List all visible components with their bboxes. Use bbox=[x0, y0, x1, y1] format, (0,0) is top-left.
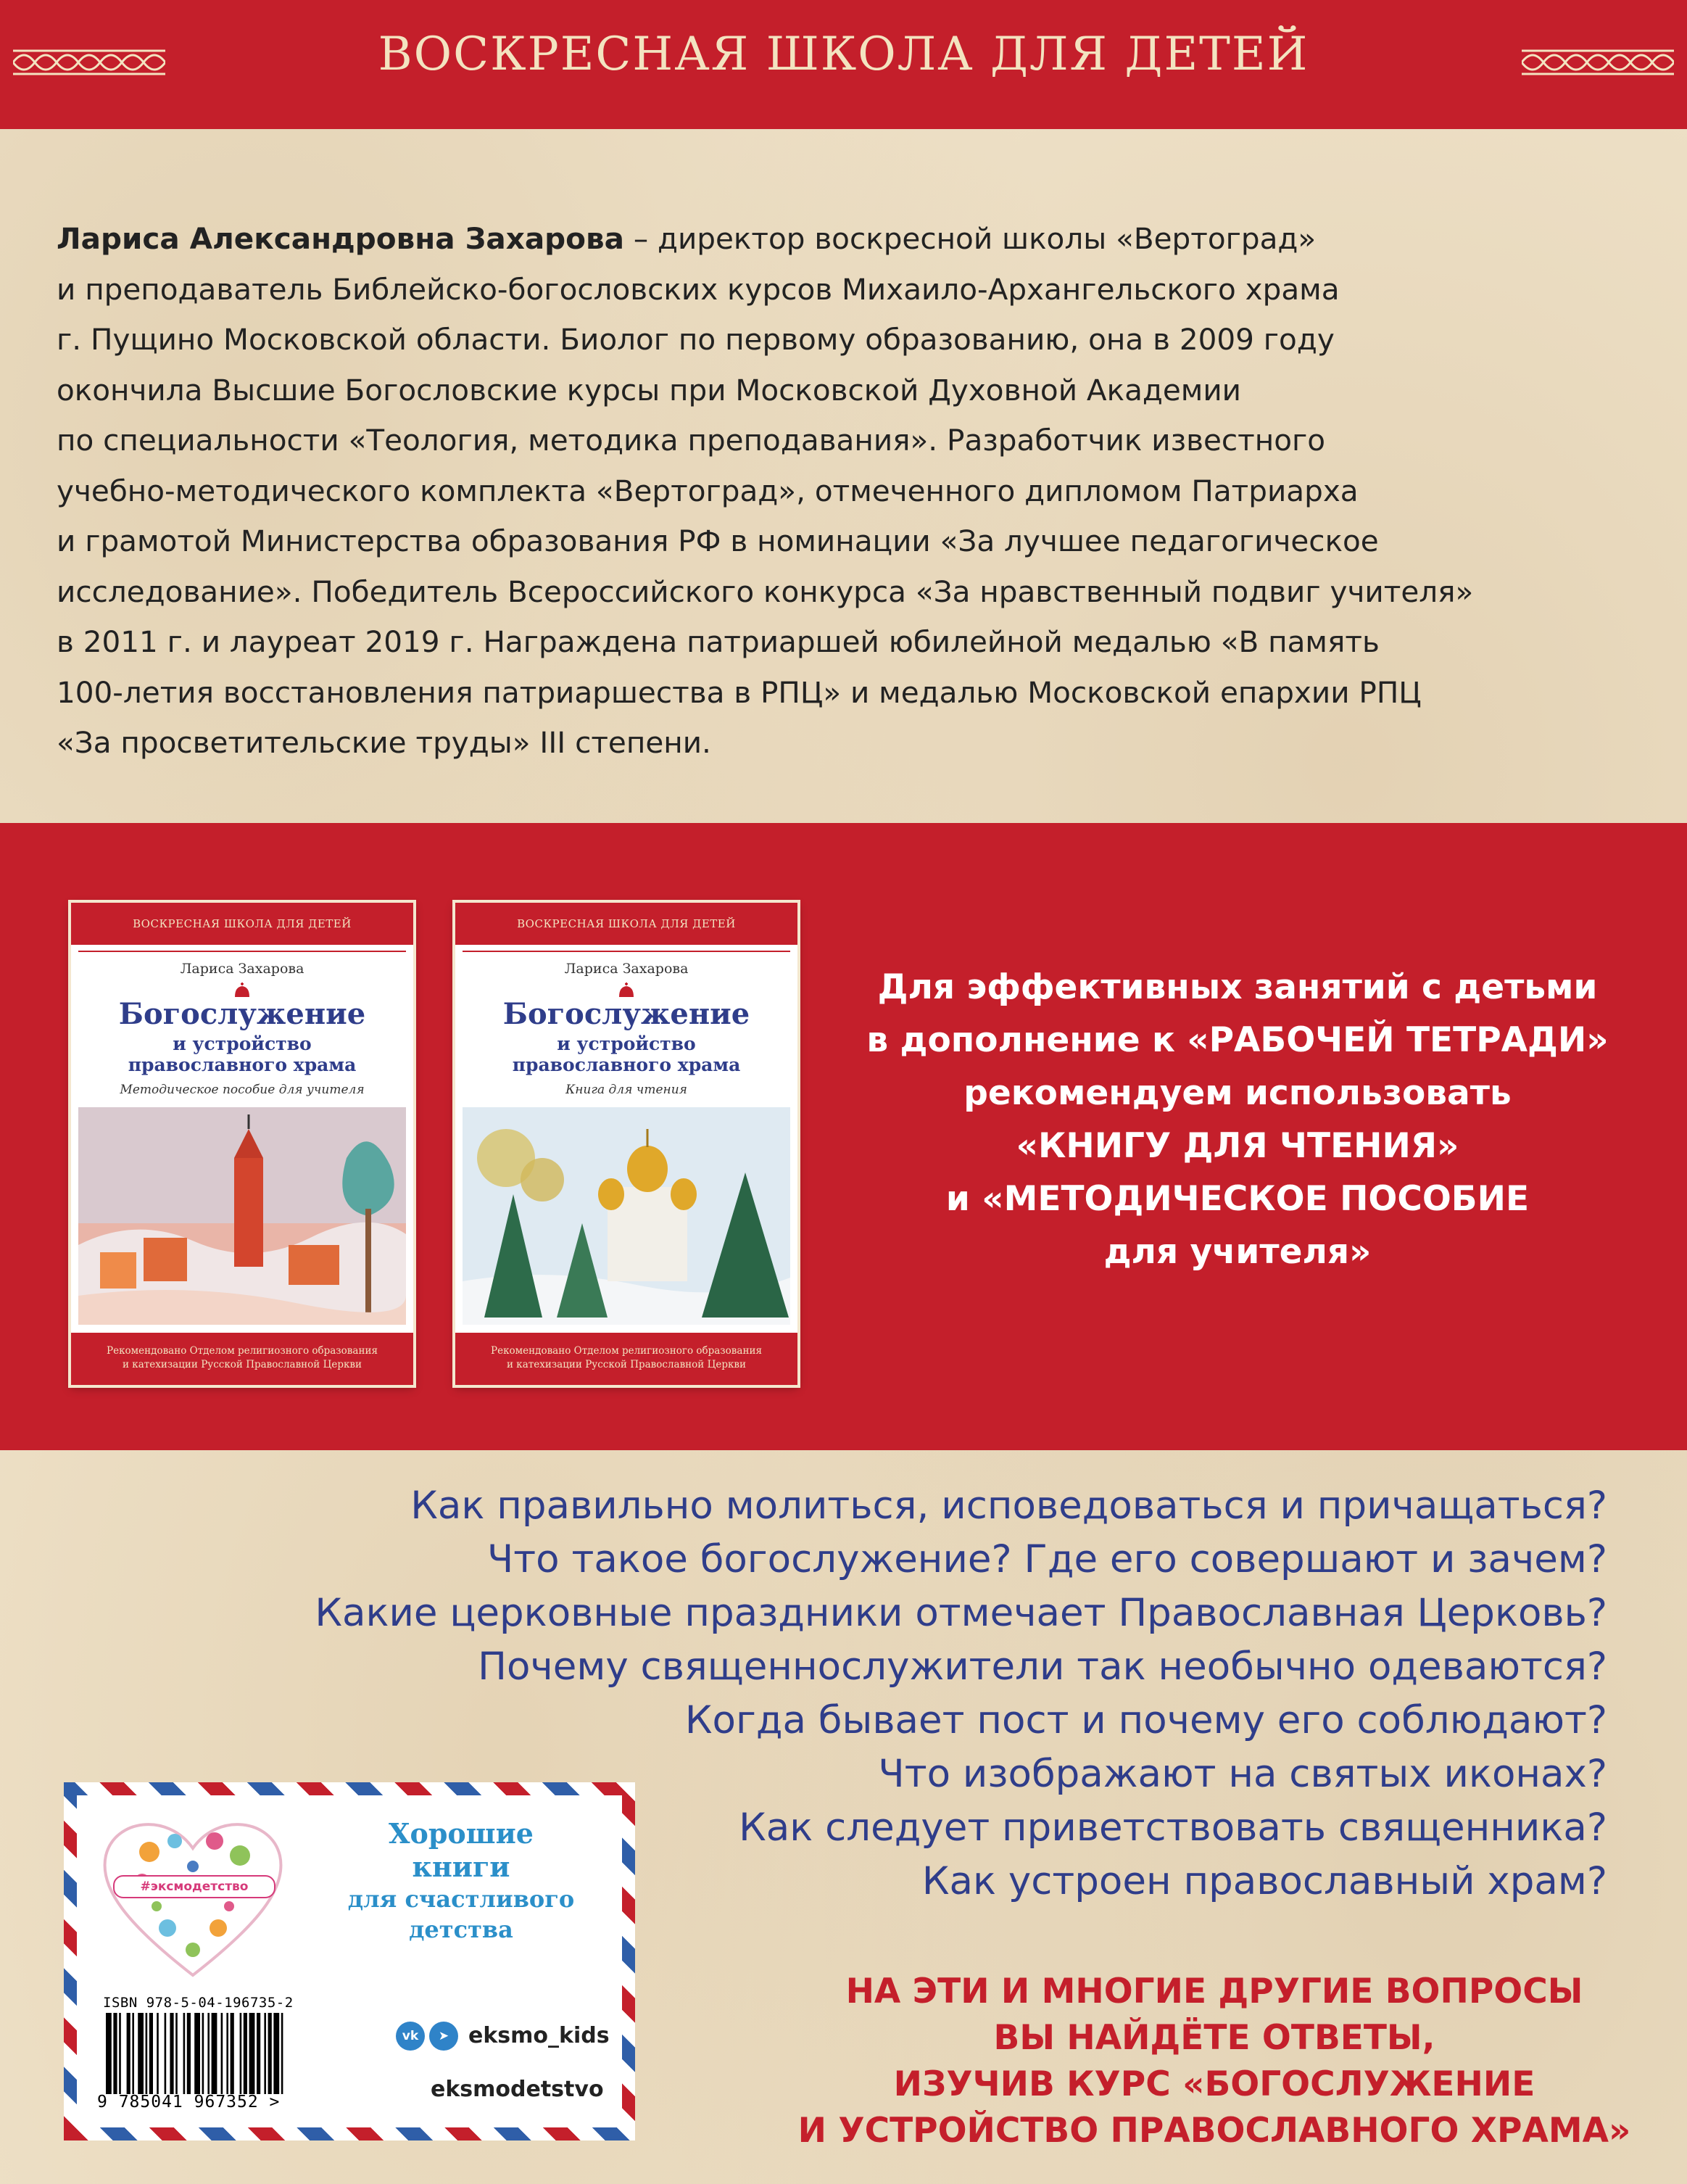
cover-painting-red-kremlin bbox=[78, 1107, 406, 1325]
author-name: Лариса Александровна Захарова bbox=[57, 221, 624, 256]
header-band bbox=[0, 0, 1687, 129]
telegram-icon: ➤ bbox=[429, 2022, 458, 2051]
barcode-bar bbox=[146, 2013, 148, 2094]
barcode bbox=[103, 2013, 378, 2094]
book-cover-teacher-guide bbox=[71, 903, 413, 1385]
book-title: Богослужение bbox=[118, 997, 366, 1031]
barcode-bar bbox=[170, 2013, 173, 2094]
book-series-label: ВОСКРЕСНАЯ ШКОЛА ДЛЯ ДЕТЕЙ bbox=[455, 903, 797, 945]
barcode-bar bbox=[268, 2013, 272, 2094]
book-series-label: ВОСКРЕСНАЯ ШКОЛА ДЛЯ ДЕТЕЙ bbox=[71, 903, 413, 945]
book-author: Лариса Захарова bbox=[180, 961, 304, 977]
barcode-bar bbox=[106, 2013, 112, 2094]
dome-icon bbox=[231, 981, 253, 998]
publisher-slogan: Хорошие книги для счастливого детства bbox=[347, 1817, 575, 1943]
bio-line: и грамотой Министерства образования РФ в номинации «За лучшее педагогическое bbox=[57, 524, 1379, 558]
barcode-bar bbox=[281, 2013, 283, 2094]
barcode-bar bbox=[138, 2013, 144, 2094]
social-handle-detstvo: eksmodetstvo bbox=[431, 2077, 604, 2102]
barcode-bar bbox=[226, 2013, 228, 2094]
book-recommendation: Рекомендовано Отделом религиозного образования и катехизации Русской Православной Церкви bbox=[455, 1333, 797, 1385]
braid-ornament-right bbox=[1522, 48, 1674, 77]
cover-painting-winter-church bbox=[463, 1107, 790, 1325]
bio-line: и преподаватель Библейско-богословских курсов Михаило-Архангельского храма bbox=[57, 271, 1340, 307]
barcode-bar bbox=[202, 2013, 204, 2094]
series-title: ВОСКРЕСНАЯ ШКОЛА ДЛЯ ДЕТЕЙ bbox=[378, 28, 1309, 81]
barcode-bar bbox=[207, 2013, 210, 2094]
bio-line: по специальности «Теология, методика преподавания». Разработчик известного bbox=[57, 423, 1326, 458]
recommendation-text: Для эффективных занятий с детьми в дополнение к «РАБОЧЕЙ ТЕТРАДИ» рекомендуем использовать «КНИГУ ДЛЯ ЧТЕНИЯ» и «МЕТОДИЧЕСКОЕ ПОСОБИЕ для учителя» bbox=[866, 967, 1609, 1272]
barcode-bar bbox=[240, 2013, 242, 2094]
bio-line: учебно-методического комплекта «Вертоград», отмеченного дипломом Патриарха bbox=[57, 473, 1359, 508]
barcode-bar bbox=[257, 2013, 260, 2094]
answer-text: НА ЭТИ И МНОГИЕ ДРУГИЕ ВОПРОСЫ ВЫ НАЙДЁТЕ ОТВЕТЫ, ИЗУЧИВ КУРС «БОГОСЛУЖЕНИЕ И УСТРОЙСТВО ПРАВОСЛАВНОГО ХРАМА» bbox=[797, 1972, 1631, 2151]
question-item: Что изображают на святых иконах? bbox=[878, 1752, 1607, 1796]
bio-line: «За просветительские труды» III степени. bbox=[57, 725, 711, 760]
barcode-bar bbox=[175, 2013, 178, 2094]
barcode-bar bbox=[127, 2013, 130, 2094]
barcode-bar bbox=[212, 2013, 217, 2094]
book-author: Лариса Захарова bbox=[564, 961, 689, 977]
barcode-bar bbox=[273, 2013, 279, 2094]
book-subtitle: Методическое пособие для учителя bbox=[120, 1083, 365, 1097]
bio-line: исследование». Победитель Всероссийского конкурса «За нравственный подвиг учителя» bbox=[57, 574, 1474, 609]
question-item: Как следует приветствовать священника? bbox=[739, 1805, 1607, 1850]
bio-line: 100-летия восстановления патриаршества в РПЦ» и медалью Московской епархии РПЦ bbox=[57, 674, 1422, 710]
bio-line: Лариса Александровна Захарова – директор воскресной школы «Вертоград» bbox=[57, 221, 1317, 256]
divider bbox=[463, 951, 790, 952]
barcode-bar bbox=[157, 2013, 159, 2094]
book-title-sub: и устройство православного храма bbox=[128, 1033, 357, 1075]
hashtag-label: #эксмодетство bbox=[113, 1875, 275, 1898]
question-item: Что такое богослужение? Где его совершают и зачем? bbox=[486, 1537, 1607, 1581]
barcode-digits: 9 785041 967352 > bbox=[97, 2093, 281, 2111]
envelope-inner bbox=[77, 1795, 622, 2127]
question-item: Когда бывает пост и почему его соблюдают? bbox=[684, 1698, 1607, 1742]
book-title-sub: и устройство православного храма bbox=[512, 1033, 741, 1075]
barcode-bar bbox=[221, 2013, 223, 2094]
question-item: Какие церковные праздники отмечает Православная Церковь? bbox=[315, 1591, 1607, 1635]
barcode-bar bbox=[231, 2013, 234, 2094]
author-bio bbox=[57, 214, 1630, 769]
social-handle-kids: eksmo_kids bbox=[468, 2023, 610, 2048]
dome-icon bbox=[615, 981, 637, 998]
barcode-bar bbox=[264, 2013, 266, 2094]
barcode-bar bbox=[183, 2013, 186, 2094]
bio-line: г. Пущино Московской области. Биолог по первому образованию, она в 2009 году bbox=[57, 322, 1335, 357]
barcode-bar bbox=[149, 2013, 153, 2094]
vk-icon: vk bbox=[396, 2022, 425, 2051]
barcode-bar bbox=[187, 2013, 191, 2094]
book-title: Богослужение bbox=[502, 997, 750, 1031]
publisher-envelope bbox=[64, 1782, 635, 2140]
bio-line: в 2011 г. и лауреат 2019 г. Награждена патриаршей юбилейной медалью «В память bbox=[57, 624, 1380, 659]
barcode-bar bbox=[113, 2013, 117, 2094]
question-item: Как правильно молиться, исповедоваться и причащаться? bbox=[410, 1484, 1607, 1528]
barcode-bar bbox=[194, 2013, 200, 2094]
book-cover-reading-book bbox=[455, 903, 797, 1385]
barcode-bar bbox=[249, 2013, 255, 2094]
divider bbox=[78, 951, 406, 952]
isbn-number: ISBN 978-5-04-196735-2 bbox=[103, 1995, 294, 2011]
book-subtitle: Книга для чтения bbox=[565, 1083, 687, 1097]
question-item: Как устроен православный храм? bbox=[921, 1859, 1607, 1903]
barcode-bar bbox=[165, 2013, 167, 2094]
barcode-bar bbox=[132, 2013, 134, 2094]
question-item: Почему священнослужители так необычно одеваются? bbox=[478, 1645, 1607, 1689]
bio-line: окончила Высшие Богословские курсы при Московской Духовной Академии bbox=[57, 372, 1242, 408]
book-recommendation: Рекомендовано Отделом религиозного образования и катехизации Русской Православной Церкви bbox=[71, 1333, 413, 1385]
barcode-bar bbox=[119, 2013, 121, 2094]
barcode-bar bbox=[244, 2013, 247, 2094]
